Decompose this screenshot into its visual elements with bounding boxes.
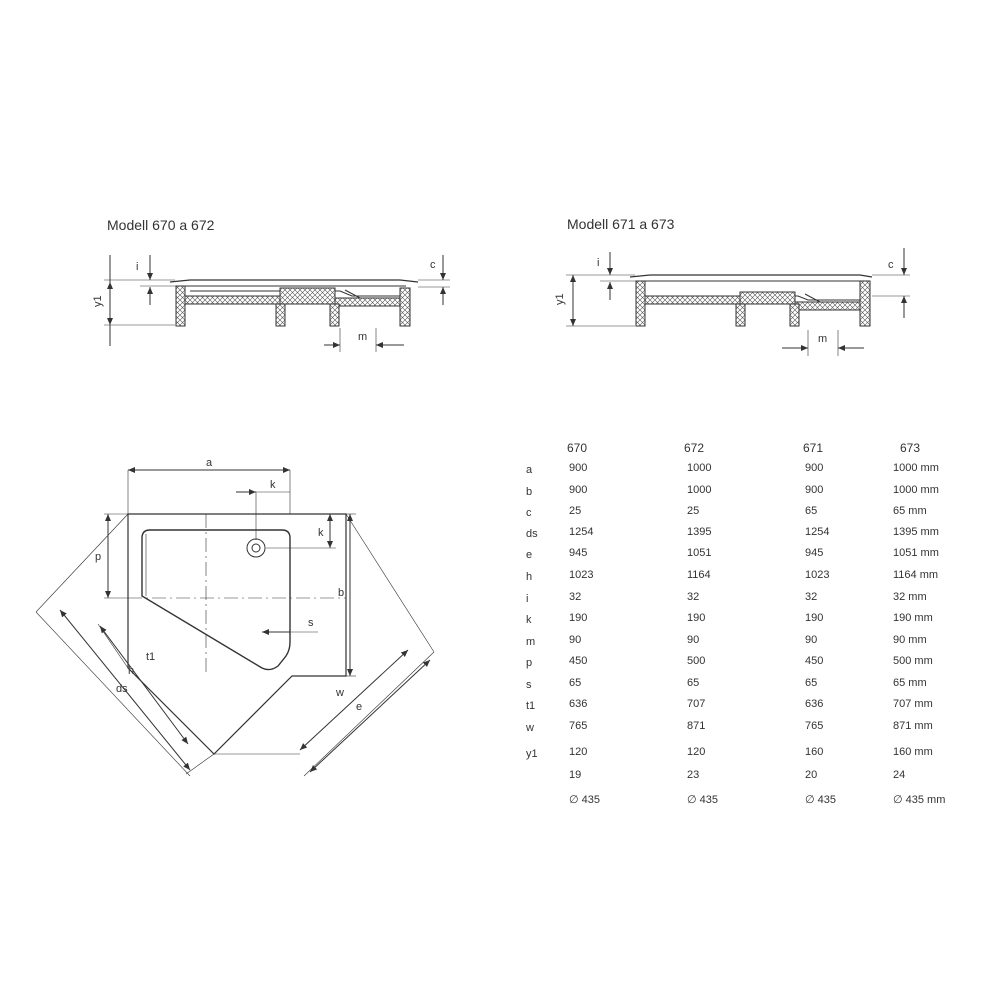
table-cell: 765 xyxy=(805,720,824,732)
table-cell: 871 xyxy=(687,720,706,732)
plan-view xyxy=(36,470,434,776)
table-row-label: k xyxy=(526,614,532,626)
table-cell: ∅ 435 xyxy=(569,794,600,806)
table-cell: 1395 mm xyxy=(893,526,939,538)
table-header-671: 671 xyxy=(803,441,824,455)
table-cell: 1254 xyxy=(805,526,830,538)
table-cell: 1254 xyxy=(569,526,594,538)
label-c-right: c xyxy=(888,259,894,271)
table-cell: 23 xyxy=(687,769,700,781)
table-cell: 1051 mm xyxy=(893,547,939,559)
table-cell: 707 mm xyxy=(893,698,933,710)
table-cell: 65 xyxy=(569,677,582,689)
table-cell: 25 xyxy=(569,505,582,517)
table-cell: 636 xyxy=(805,698,824,710)
table-cell: 160 xyxy=(805,746,824,758)
right-section-title: Modell 671 a 673 xyxy=(567,216,675,232)
label-m-right: m xyxy=(818,333,828,345)
label-y1-right: y1 xyxy=(554,293,566,305)
table-cell: 32 xyxy=(569,591,582,603)
table-cell: ∅ 435 xyxy=(687,794,718,806)
table-cell: 32 xyxy=(805,591,818,603)
table-cell: 190 xyxy=(569,612,588,624)
table-cell: 945 xyxy=(569,547,588,559)
table-cell: 945 xyxy=(805,547,824,559)
table-row-label: m xyxy=(526,636,536,648)
table-row-label: b xyxy=(526,486,533,498)
table-cell: 1000 xyxy=(687,462,712,474)
plan-label-e: e xyxy=(356,701,363,713)
table-cell: 500 mm xyxy=(893,655,933,667)
section-view-left xyxy=(104,255,450,352)
plan-label-t1: t1 xyxy=(146,651,156,663)
plan-label-p: p xyxy=(95,551,102,563)
label-c-left: c xyxy=(430,259,436,271)
table-row-label: c xyxy=(526,507,532,519)
table-row-label: e xyxy=(526,549,533,561)
table-cell: 900 xyxy=(569,484,588,496)
label-i-left: i xyxy=(136,261,139,273)
table-cell: 1000 mm xyxy=(893,484,939,496)
table-cell: 19 xyxy=(569,769,582,781)
table-cell: 900 xyxy=(805,462,824,474)
table-cell: 636 xyxy=(569,698,588,710)
table-cell: 65 mm xyxy=(893,677,927,689)
table-cell: 1023 xyxy=(805,569,830,581)
table-cell: 160 mm xyxy=(893,746,933,758)
table-cell: 20 xyxy=(805,769,818,781)
table-cell: 765 xyxy=(569,720,588,732)
table-row-label: s xyxy=(526,679,532,691)
table-cell: 90 xyxy=(805,634,818,646)
table-header-673: 673 xyxy=(900,441,921,455)
table-cell: 32 xyxy=(687,591,700,603)
table-cell: ∅ 435 xyxy=(805,794,836,806)
table-cell: 871 mm xyxy=(893,720,933,732)
table-cell: 90 xyxy=(569,634,582,646)
left-section-title: Modell 670 a 672 xyxy=(107,217,215,233)
table-cell: 24 xyxy=(893,769,906,781)
table-row-label: p xyxy=(526,657,533,669)
table-cell: 65 xyxy=(687,677,700,689)
table-cell: 1051 xyxy=(687,547,712,559)
table-row-label: i xyxy=(526,593,529,605)
table-row-label: h xyxy=(526,571,533,583)
table-cell: 900 xyxy=(805,484,824,496)
table-cell: 1000 xyxy=(687,484,712,496)
table-row-label: w xyxy=(526,722,534,734)
plan-label-w: w xyxy=(336,687,344,699)
section-view-right xyxy=(566,248,910,356)
plan-label-a: a xyxy=(206,457,213,469)
table-cell: 120 xyxy=(569,746,588,758)
table-cell: 65 mm xyxy=(893,505,927,517)
label-y1-left: y1 xyxy=(92,295,104,307)
plan-label-h: h xyxy=(128,665,135,677)
table-cell: 65 xyxy=(805,677,818,689)
table-cell: 1164 xyxy=(687,569,711,581)
table-header-670: 670 xyxy=(567,441,588,455)
table-cell: 500 xyxy=(687,655,706,667)
plan-label-s: s xyxy=(308,617,314,629)
table-cell: 900 xyxy=(569,462,588,474)
table-cell: 707 xyxy=(687,698,706,710)
table-cell: 1164 mm xyxy=(893,569,939,581)
table-cell: ∅ 435 mm xyxy=(893,794,946,806)
plan-label-k-top: k xyxy=(270,479,276,491)
table-header-672: 672 xyxy=(684,441,705,455)
plan-label-b: b xyxy=(338,587,345,599)
table-row-label: ds xyxy=(526,528,538,540)
table-cell: 120 xyxy=(687,746,706,758)
table-cell: 190 xyxy=(805,612,824,624)
table-cell: 90 xyxy=(687,634,700,646)
label-i-right: i xyxy=(597,257,600,269)
table-cell: 190 xyxy=(687,612,706,624)
plan-label-k-right: k xyxy=(318,527,324,539)
table-cell: 1023 xyxy=(569,569,594,581)
table-cell: 450 xyxy=(569,655,588,667)
plan-label-ds: ds xyxy=(116,683,128,695)
table-cell: 32 mm xyxy=(893,591,927,603)
table-cell: 65 xyxy=(805,505,818,517)
table-row-label: y1 xyxy=(526,748,538,760)
table-cell: 90 mm xyxy=(893,634,927,646)
table-cell: 190 mm xyxy=(893,612,933,624)
table-row-label: a xyxy=(526,464,533,476)
table-row-label: t1 xyxy=(526,700,536,712)
table-cell: 1395 xyxy=(687,526,712,538)
table-cell: 450 xyxy=(805,655,824,667)
table-cell: 1000 mm xyxy=(893,462,939,474)
table-cell: 25 xyxy=(687,505,700,517)
label-m-left: m xyxy=(358,331,368,343)
